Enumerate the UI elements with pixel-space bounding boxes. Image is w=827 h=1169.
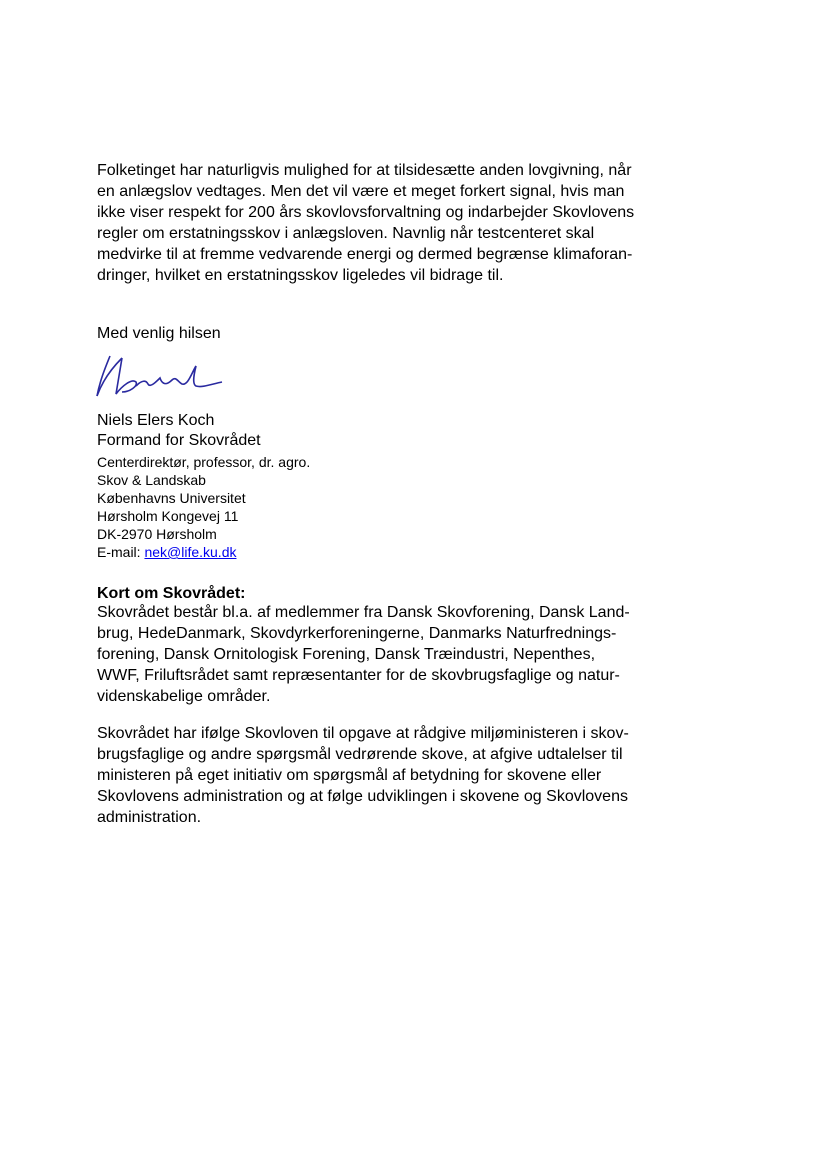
about-line: administration. — [97, 809, 202, 826]
handwritten-signature — [92, 352, 232, 402]
paragraph-line: en anlægslov vedtages. Men det vil være et meget forkert signal, hvis man — [97, 183, 625, 200]
closing-greeting: Med venlig hilsen — [97, 325, 221, 342]
about-line: brug, HedeDanmark, Skovdyrkerforeningerne, Danmarks Naturfrednings- — [97, 625, 617, 642]
about-line: WWF, Friluftsrådet samt repræsentanter for de skovbrugsfaglige og natur- — [97, 667, 620, 684]
about-line: Skovrådet har ifølge Skovloven til opgave at rådgive miljøministeren i skov- — [97, 725, 629, 742]
signer-name: Niels Elers Koch — [97, 412, 215, 429]
paragraph-line: ikke viser respekt for 200 års skovlovsforvaltning og indarbejder Skovlovens — [97, 204, 635, 221]
about-heading: Kort om Skovrådet: — [97, 585, 246, 602]
address-line: Hørsholm Kongevej 11 — [97, 508, 239, 524]
email-row — [97, 543, 237, 561]
signer-role: Formand for Skovrådet — [97, 432, 261, 449]
about-line: brugsfaglige og andre spørgsmål vedrørende skove, at afgive udtalelser til — [97, 746, 623, 763]
address-line: DK-2970 Hørsholm — [97, 526, 217, 542]
email-label: E-mail: — [97, 544, 141, 560]
signer-title: Centerdirektør, professor, dr. agro. — [97, 454, 311, 470]
about-line: Skovrådet består bl.a. af medlemmer fra Dansk Skovforening, Dansk Land- — [97, 604, 630, 621]
about-line: forening, Dansk Ornitologisk Forening, Dansk Træindustri, Nepenthes, — [97, 646, 596, 663]
paragraph-line: Folketinget har naturligvis mulighed for at tilsidesætte anden lovgivning, når — [97, 162, 632, 179]
paragraph-line: regler om erstatningsskov i anlægsloven. Navnlig når testcenteret skal — [97, 225, 595, 242]
address-line: Skov & Landskab — [97, 472, 206, 488]
paragraph-line: medvirke til at fremme vedvarende energi og dermed begrænse klimaforan- — [97, 246, 633, 263]
email-link[interactable]: nek@life.ku.dk — [144, 544, 237, 560]
about-line: ministeren på eget initiativ om spørgsmål af betydning for skovene eller — [97, 767, 602, 784]
about-line: Skovlovens administration og at følge udviklingen i skovene og Skovlovens — [97, 788, 628, 805]
address-line: Københavns Universitet — [97, 490, 246, 506]
about-line: videnskabelige områder. — [97, 688, 271, 705]
paragraph-line: dringer, hvilket en erstatningsskov ligeledes vil bidrage til. — [97, 267, 504, 284]
